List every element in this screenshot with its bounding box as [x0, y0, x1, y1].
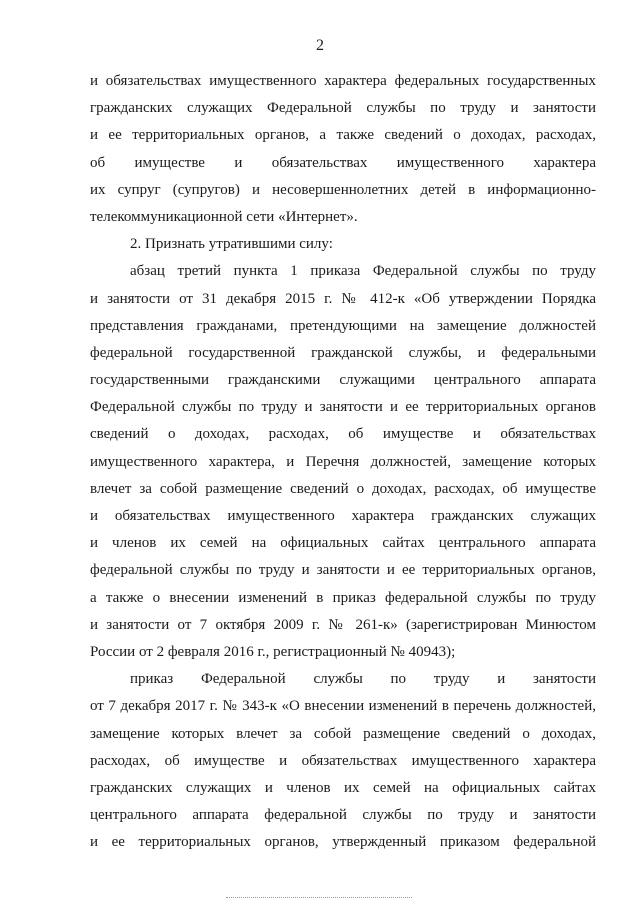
text-line: замещение которых влечет за собой размещение сведений о доходах, — [90, 725, 596, 742]
text-line: представления гражданами, претендующими на замещение должностей — [90, 317, 596, 334]
text-line: гражданских служащих Федеральной службы по труду и занятости — [90, 100, 596, 117]
text-line: от 7 декабря 2017 г. № 343-к «О внесении изменений в перечень должностей, — [90, 698, 596, 715]
footer-divider — [226, 897, 412, 898]
text-line: и ее территориальных органов, а также сведений о доходах, расходах, — [90, 127, 596, 144]
paragraph-order-343 — [90, 666, 596, 856]
text-line: приказ Федеральной службы по труду и занятости — [130, 671, 596, 688]
text-line: федеральной государственной гражданской службы, и федеральными — [90, 344, 596, 361]
text-line: и ее территориальных органов, утвержденный приказом федеральной — [90, 834, 596, 851]
text-line: государственными гражданскими служащими центрального аппарата — [90, 372, 596, 389]
text-line: Федеральной службы по труду и занятости и ее территориальных органов — [90, 399, 596, 416]
text-line: и членов их семей на официальных сайтах центрального аппарата — [90, 535, 596, 552]
text-line: и занятости от 7 октября 2009 г. № 261-к» (зарегистрирован Минюстом — [90, 616, 596, 633]
paragraph-continuation — [90, 68, 596, 231]
text-line: и обязательствах имущественного характера федеральных государственных — [90, 73, 596, 89]
text-line: телекоммуникационной сети «Интернет». — [90, 208, 358, 225]
paragraph-order-412 — [90, 258, 596, 666]
text-line: их супруг (супругов) и несовершеннолетних детей в информационно- — [90, 181, 596, 198]
paragraph-item-2 — [90, 231, 596, 258]
document-body — [90, 68, 596, 856]
text-line: 2. Признать утратившими силу: — [130, 236, 333, 253]
text-line: и обязательствах имущественного характера гражданских служащих — [90, 508, 596, 524]
text-line: расходах, об имуществе и обязательствах имущественного характера — [90, 752, 596, 769]
text-line: сведений о доходах, расходах, об имуществе и обязательствах — [90, 426, 596, 443]
text-line: федеральной службы по труду и занятости и ее территориальных органов, — [90, 562, 596, 579]
text-line: абзац третий пункта 1 приказа Федеральной службы по труду — [130, 263, 596, 280]
text-line: центрального аппарата федеральной службы по труду и занятости — [90, 807, 596, 824]
page-number: 2 — [316, 37, 324, 54]
text-line: имущественного характера, и Перечня должностей, замещение которых — [90, 453, 596, 470]
text-line: России от 2 февраля 2016 г., регистрационный № 40943); — [90, 643, 456, 660]
text-line: об имуществе и обязательствах имущественного характера — [90, 154, 596, 171]
text-line: а также о внесении изменений в приказ федеральной службы по труду — [90, 589, 596, 606]
text-line: гражданских служащих и членов их семей на официальных сайтах — [90, 779, 596, 796]
text-line: влечет за собой размещение сведений о доходах, расходах, об имуществе — [90, 480, 596, 497]
text-line: и занятости от 31 декабря 2015 г. № 412-к «Об утверждении Порядка — [90, 290, 596, 307]
